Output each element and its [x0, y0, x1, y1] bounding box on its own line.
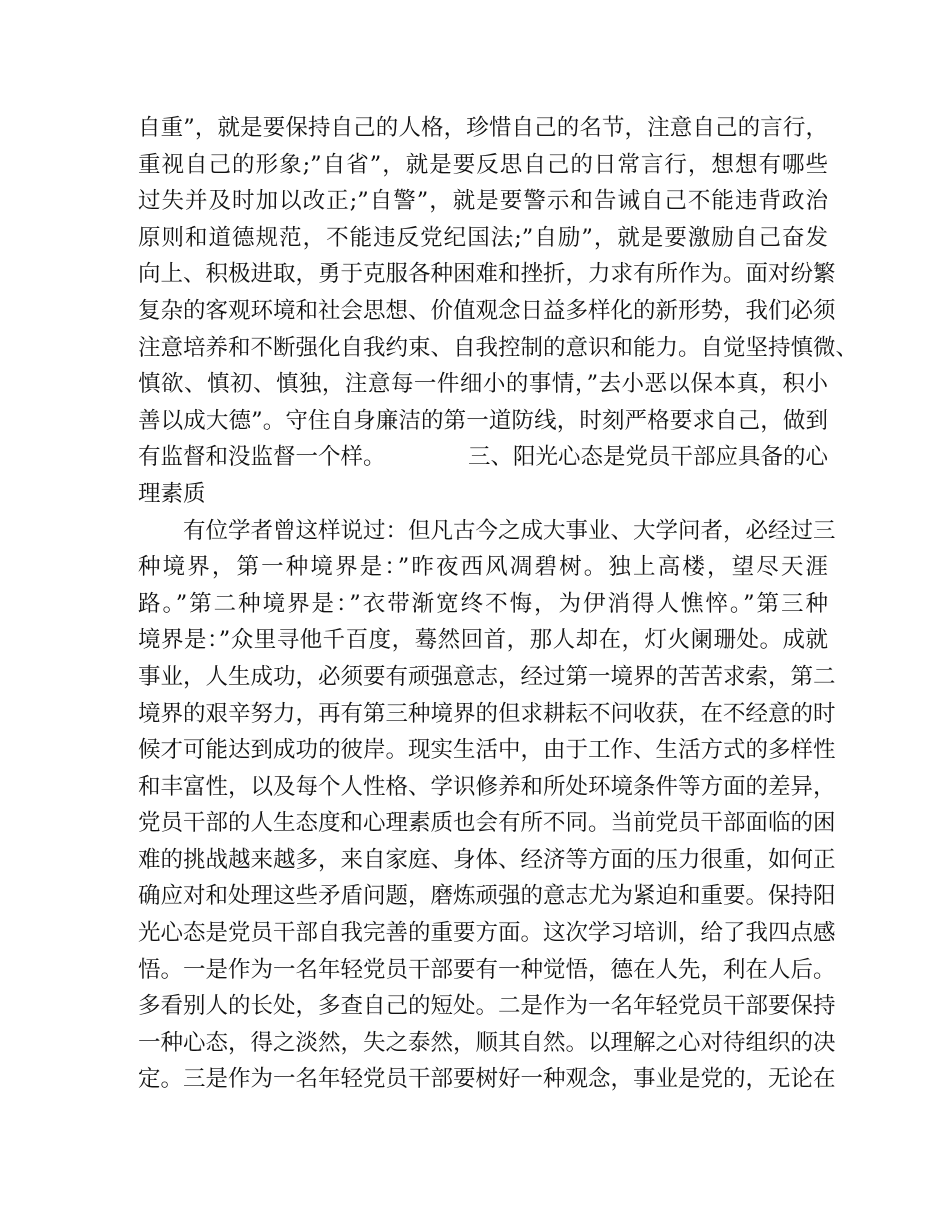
paragraph-line: 难的挑战越来越多，来自家庭、身体、经济等方面的压力很重，如何正	[138, 846, 836, 873]
paragraph-line: 慎欲、慎初、慎独，注意每一件细小的事情，”去小恶以保本真，积小	[138, 371, 828, 398]
paragraph-line: 定。三是作为一名年轻党员干部要树好一种观念，事业是党的，无论在	[138, 1066, 836, 1093]
section-heading-end: 理素质	[138, 480, 206, 507]
paragraph-line: 和丰富性，以及每个人性格、学识修养和所处环境条件等方面的差异，	[138, 773, 836, 800]
paragraph-line: 复杂的客观环境和社会思想、价值观念日益多样化的新形势，我们必须	[138, 297, 836, 324]
document-body	[138, 110, 859, 1098]
paragraph-line: 注意培养和不断强化自我约束、自我控制的意识和能力。自觉坚持慎微、	[138, 334, 859, 361]
paragraph-line: 自重”，就是要保持自己的人格，珍惜自己的名节，注意自己的言行，	[138, 115, 828, 141]
section-heading-start: 三、阳光心态是党员干部应具备的心	[467, 444, 828, 471]
paragraph-line: 向上、积极进取，勇于克服各种困难和挫折，力求有所作为。面对纷繁	[138, 261, 836, 288]
paragraph-line: 境界是：”众里寻他千百度，蓦然回首，那人却在，灯火阑珊处。成就	[138, 627, 828, 654]
paragraph-line: 悟。一是作为一名年轻党员干部要有一种觉悟，德在人先，利在人后。	[138, 956, 836, 983]
paragraph-line: 党员干部的人生态度和心理素质也会有所不同。当前党员干部面临的困	[138, 810, 836, 837]
paragraph-line: 有位学者曾这样说过：但凡古今之成大事业、大学问者，必经过三	[183, 517, 836, 544]
paragraph-line: 确应对和处理这些矛盾问题，磨炼顽强的意志尤为紧迫和重要。保持阳	[138, 883, 836, 910]
paragraph-line: 境界的艰辛努力，再有第三种境界的但求耕耘不问收获，在不经意的时	[138, 700, 836, 727]
paragraph-line: 重视自己的形象;”自省”，就是要反思自己的日常言行，想想有哪些	[138, 151, 828, 178]
paragraph-line: 候才可能达到成功的彼岸。现实生活中，由于工作、生活方式的多样性	[138, 737, 836, 764]
paragraph-line: 善以成大德”。守住自身廉洁的第一道防线，时刻严格要求自己，做到	[138, 407, 828, 434]
paragraph-line: 种境界，第一种境界是：”昨夜西风凋碧树。独上高楼，望尽天涯	[138, 554, 828, 581]
paragraph-line: 多看别人的长处，多查自己的短处。二是作为一名年轻党员干部要保持	[138, 993, 836, 1020]
paragraph-end-and-section-heading	[138, 439, 828, 476]
paragraph-line: 原则和道德规范，不能违反党纪国法;”自励”，就是要激励自己奋发	[138, 224, 828, 251]
paragraph-line: 过失并及时加以改正;”自警”，就是要警示和告诫自己不能违背政治	[138, 188, 828, 215]
paragraph-line: 路。”第二种境界是：”衣带渐宽终不悔，为伊消得人憔悴。”第三种	[138, 590, 828, 617]
paragraph-end-text: 有监督和没监督一个样。	[138, 444, 386, 471]
paragraph-line: 光心态是党员干部自我完善的重要方面。这次学习培训，给了我四点感	[138, 920, 836, 947]
paragraph-line: 事业，人生成功，必须要有顽强意志，经过第一境界的苦苦求索，第二	[138, 663, 836, 690]
paragraph-line: 一种心态，得之淡然，失之泰然，顺其自然。以理解之心对待组织的决	[138, 1029, 836, 1056]
